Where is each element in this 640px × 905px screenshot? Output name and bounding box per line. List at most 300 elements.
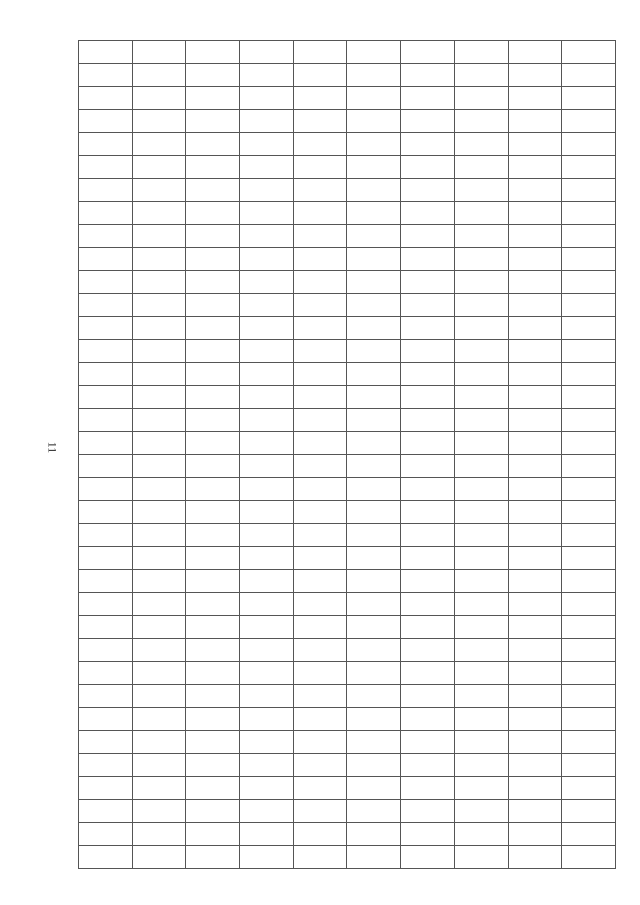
table-cell bbox=[562, 662, 616, 685]
table-cell bbox=[186, 754, 240, 777]
table-cell bbox=[562, 708, 616, 731]
table-cell bbox=[79, 455, 133, 478]
table-cell bbox=[347, 547, 401, 570]
table-cell bbox=[401, 800, 455, 823]
table-cell bbox=[79, 570, 133, 593]
table-cell bbox=[401, 570, 455, 593]
table-row bbox=[79, 87, 616, 110]
table-cell bbox=[186, 133, 240, 156]
table-cell bbox=[454, 501, 508, 524]
table-cell bbox=[186, 455, 240, 478]
table-cell bbox=[240, 547, 294, 570]
table-cell bbox=[132, 202, 186, 225]
table-cell bbox=[401, 179, 455, 202]
table-cell bbox=[508, 133, 562, 156]
table-cell bbox=[508, 662, 562, 685]
table-cell bbox=[454, 685, 508, 708]
table-cell bbox=[79, 501, 133, 524]
table-cell bbox=[508, 156, 562, 179]
table-cell bbox=[454, 708, 508, 731]
table-cell bbox=[240, 41, 294, 64]
table-cell bbox=[132, 64, 186, 87]
table-cell bbox=[132, 294, 186, 317]
table-cell bbox=[132, 248, 186, 271]
table-cell bbox=[401, 593, 455, 616]
table-row bbox=[79, 662, 616, 685]
table-cell bbox=[401, 616, 455, 639]
table-cell bbox=[347, 133, 401, 156]
table-row bbox=[79, 340, 616, 363]
table-cell bbox=[454, 570, 508, 593]
table-cell bbox=[347, 248, 401, 271]
table-cell bbox=[293, 616, 347, 639]
table-cell bbox=[186, 708, 240, 731]
table-cell bbox=[132, 777, 186, 800]
table-row bbox=[79, 823, 616, 846]
table-cell bbox=[454, 478, 508, 501]
table-cell bbox=[401, 777, 455, 800]
table-cell bbox=[401, 294, 455, 317]
table-cell bbox=[347, 317, 401, 340]
table-cell bbox=[79, 823, 133, 846]
table-cell bbox=[562, 87, 616, 110]
table-cell bbox=[132, 524, 186, 547]
table-cell bbox=[79, 800, 133, 823]
table-cell bbox=[79, 524, 133, 547]
table-cell bbox=[240, 662, 294, 685]
table-cell bbox=[186, 616, 240, 639]
table-cell bbox=[240, 731, 294, 754]
table-cell bbox=[401, 478, 455, 501]
table-cell bbox=[132, 501, 186, 524]
table-cell bbox=[454, 386, 508, 409]
table-cell bbox=[347, 110, 401, 133]
table-cell bbox=[401, 64, 455, 87]
table-cell bbox=[454, 616, 508, 639]
table-cell bbox=[508, 225, 562, 248]
table-cell bbox=[562, 455, 616, 478]
table-cell bbox=[454, 87, 508, 110]
table-cell bbox=[508, 823, 562, 846]
table-cell bbox=[79, 478, 133, 501]
table-row bbox=[79, 271, 616, 294]
table-row bbox=[79, 777, 616, 800]
table-cell bbox=[79, 593, 133, 616]
table-cell bbox=[132, 823, 186, 846]
table-cell bbox=[132, 455, 186, 478]
table-cell bbox=[401, 547, 455, 570]
table-cell bbox=[293, 409, 347, 432]
table-cell bbox=[454, 547, 508, 570]
table-cell bbox=[79, 777, 133, 800]
table-cell bbox=[508, 501, 562, 524]
table-cell bbox=[240, 409, 294, 432]
table-cell bbox=[454, 133, 508, 156]
table-cell bbox=[240, 156, 294, 179]
table-cell bbox=[186, 110, 240, 133]
table-cell bbox=[186, 662, 240, 685]
table-row bbox=[79, 547, 616, 570]
table-cell bbox=[562, 731, 616, 754]
table-cell bbox=[79, 340, 133, 363]
table-cell bbox=[562, 685, 616, 708]
table-cell bbox=[347, 363, 401, 386]
table-cell bbox=[562, 133, 616, 156]
table-cell bbox=[293, 685, 347, 708]
table-cell bbox=[240, 386, 294, 409]
table-cell bbox=[186, 202, 240, 225]
table-cell bbox=[562, 64, 616, 87]
table-cell bbox=[508, 524, 562, 547]
table-row bbox=[79, 570, 616, 593]
table-cell bbox=[562, 777, 616, 800]
table-cell bbox=[79, 133, 133, 156]
table-cell bbox=[186, 294, 240, 317]
table-cell bbox=[401, 317, 455, 340]
table-cell bbox=[79, 432, 133, 455]
table-cell bbox=[347, 846, 401, 869]
table-cell bbox=[401, 41, 455, 64]
table-cell bbox=[508, 386, 562, 409]
table-cell bbox=[132, 593, 186, 616]
table-cell bbox=[508, 777, 562, 800]
table-cell bbox=[132, 340, 186, 363]
table-cell bbox=[562, 846, 616, 869]
table-cell bbox=[454, 455, 508, 478]
table-cell bbox=[347, 754, 401, 777]
table-cell bbox=[293, 455, 347, 478]
table-row bbox=[79, 110, 616, 133]
table-cell bbox=[240, 455, 294, 478]
table-cell bbox=[293, 156, 347, 179]
table-cell bbox=[186, 432, 240, 455]
table-cell bbox=[508, 340, 562, 363]
table-cell bbox=[79, 225, 133, 248]
table-cell bbox=[293, 823, 347, 846]
table-cell bbox=[132, 156, 186, 179]
table-row bbox=[79, 133, 616, 156]
table-cell bbox=[562, 616, 616, 639]
table-cell bbox=[562, 110, 616, 133]
table-cell bbox=[186, 777, 240, 800]
table-row bbox=[79, 317, 616, 340]
table-cell bbox=[240, 64, 294, 87]
table-cell bbox=[454, 639, 508, 662]
table-cell bbox=[454, 363, 508, 386]
table-cell bbox=[508, 363, 562, 386]
table-cell bbox=[562, 386, 616, 409]
table-cell bbox=[347, 179, 401, 202]
table-cell bbox=[562, 478, 616, 501]
table-cell bbox=[79, 179, 133, 202]
table-cell bbox=[347, 777, 401, 800]
table-cell bbox=[186, 386, 240, 409]
table-cell bbox=[562, 202, 616, 225]
table-cell bbox=[508, 87, 562, 110]
table-cell bbox=[132, 409, 186, 432]
table-row bbox=[79, 225, 616, 248]
table-row bbox=[79, 179, 616, 202]
table-row bbox=[79, 202, 616, 225]
table-cell bbox=[79, 156, 133, 179]
table-cell bbox=[454, 225, 508, 248]
table-cell bbox=[401, 202, 455, 225]
table-cell bbox=[132, 685, 186, 708]
table-cell bbox=[186, 547, 240, 570]
table-cell bbox=[508, 248, 562, 271]
table-cell bbox=[401, 225, 455, 248]
table-cell bbox=[240, 524, 294, 547]
table-cell bbox=[240, 639, 294, 662]
table-cell bbox=[401, 133, 455, 156]
table-row bbox=[79, 478, 616, 501]
table-cell bbox=[79, 846, 133, 869]
table-cell bbox=[293, 110, 347, 133]
table-row bbox=[79, 294, 616, 317]
table-cell bbox=[508, 455, 562, 478]
table-cell bbox=[508, 41, 562, 64]
table-cell bbox=[401, 524, 455, 547]
table-cell bbox=[508, 708, 562, 731]
table-cell bbox=[132, 708, 186, 731]
table-cell bbox=[132, 41, 186, 64]
table-cell bbox=[293, 271, 347, 294]
table-row bbox=[79, 731, 616, 754]
table-cell bbox=[240, 823, 294, 846]
table-cell bbox=[79, 248, 133, 271]
table-cell bbox=[293, 202, 347, 225]
table-cell bbox=[454, 409, 508, 432]
table-row bbox=[79, 363, 616, 386]
table-row bbox=[79, 248, 616, 271]
table-cell bbox=[454, 754, 508, 777]
table-cell bbox=[401, 110, 455, 133]
table-cell bbox=[347, 478, 401, 501]
table-cell bbox=[508, 478, 562, 501]
table-cell bbox=[186, 248, 240, 271]
table-cell bbox=[347, 639, 401, 662]
table-cell bbox=[79, 386, 133, 409]
table-cell bbox=[347, 524, 401, 547]
table-cell bbox=[347, 409, 401, 432]
table-cell bbox=[240, 501, 294, 524]
table-cell bbox=[79, 685, 133, 708]
table-cell bbox=[79, 294, 133, 317]
table-cell bbox=[562, 547, 616, 570]
table-cell bbox=[293, 294, 347, 317]
table-cell bbox=[293, 317, 347, 340]
table-cell bbox=[562, 156, 616, 179]
table-cell bbox=[293, 639, 347, 662]
table-cell bbox=[562, 340, 616, 363]
table-cell bbox=[240, 432, 294, 455]
table-cell bbox=[186, 156, 240, 179]
table-row bbox=[79, 41, 616, 64]
table-cell bbox=[508, 593, 562, 616]
table-cell bbox=[454, 823, 508, 846]
table-cell bbox=[347, 708, 401, 731]
table-cell bbox=[240, 478, 294, 501]
table-row bbox=[79, 432, 616, 455]
table-cell bbox=[186, 570, 240, 593]
table-cell bbox=[79, 731, 133, 754]
table-cell bbox=[562, 593, 616, 616]
table-cell bbox=[454, 432, 508, 455]
table-cell bbox=[132, 87, 186, 110]
table-cell bbox=[347, 271, 401, 294]
table-cell bbox=[347, 823, 401, 846]
table-cell bbox=[186, 41, 240, 64]
table-cell bbox=[186, 317, 240, 340]
table-cell bbox=[132, 386, 186, 409]
table-body bbox=[79, 41, 616, 869]
table-cell bbox=[454, 777, 508, 800]
table-cell bbox=[347, 294, 401, 317]
table-cell bbox=[401, 754, 455, 777]
table-cell bbox=[79, 363, 133, 386]
table-cell bbox=[508, 202, 562, 225]
table-cell bbox=[293, 133, 347, 156]
table-cell bbox=[454, 524, 508, 547]
table-row bbox=[79, 754, 616, 777]
table-cell bbox=[240, 225, 294, 248]
table-cell bbox=[347, 593, 401, 616]
table-cell bbox=[347, 225, 401, 248]
table-cell bbox=[454, 271, 508, 294]
table-cell bbox=[132, 363, 186, 386]
table-cell bbox=[401, 432, 455, 455]
table-row bbox=[79, 593, 616, 616]
table-cell bbox=[132, 478, 186, 501]
table-cell bbox=[347, 731, 401, 754]
table-cell bbox=[562, 317, 616, 340]
table-cell bbox=[240, 317, 294, 340]
table-cell bbox=[132, 317, 186, 340]
table-cell bbox=[132, 432, 186, 455]
table-row bbox=[79, 846, 616, 869]
table-cell bbox=[401, 340, 455, 363]
table-cell bbox=[508, 432, 562, 455]
table-cell bbox=[347, 156, 401, 179]
table-cell bbox=[401, 409, 455, 432]
table-cell bbox=[454, 294, 508, 317]
table-cell bbox=[186, 823, 240, 846]
table-row bbox=[79, 455, 616, 478]
table-cell bbox=[454, 179, 508, 202]
table-cell bbox=[401, 363, 455, 386]
table-cell bbox=[454, 846, 508, 869]
table-cell bbox=[132, 616, 186, 639]
table-cell bbox=[508, 547, 562, 570]
table-cell bbox=[186, 363, 240, 386]
table-cell bbox=[508, 731, 562, 754]
table-cell bbox=[79, 639, 133, 662]
table-cell bbox=[562, 639, 616, 662]
table-row bbox=[79, 386, 616, 409]
table-cell bbox=[508, 570, 562, 593]
table-cell bbox=[186, 340, 240, 363]
table-cell bbox=[240, 593, 294, 616]
table-cell bbox=[132, 662, 186, 685]
table-cell bbox=[347, 41, 401, 64]
table-cell bbox=[347, 616, 401, 639]
table-cell bbox=[132, 570, 186, 593]
table-cell bbox=[508, 800, 562, 823]
table-cell bbox=[454, 731, 508, 754]
table-cell bbox=[454, 340, 508, 363]
table-cell bbox=[186, 731, 240, 754]
table-cell bbox=[293, 432, 347, 455]
table-cell bbox=[401, 823, 455, 846]
table-cell bbox=[401, 501, 455, 524]
table-cell bbox=[132, 133, 186, 156]
table-cell bbox=[79, 409, 133, 432]
table-cell bbox=[454, 110, 508, 133]
table-cell bbox=[401, 846, 455, 869]
table-cell bbox=[454, 248, 508, 271]
table-cell bbox=[454, 41, 508, 64]
table-cell bbox=[347, 386, 401, 409]
table-cell bbox=[240, 777, 294, 800]
table-cell bbox=[240, 87, 294, 110]
table-cell bbox=[347, 570, 401, 593]
table-cell bbox=[401, 708, 455, 731]
table-row bbox=[79, 800, 616, 823]
table-cell bbox=[293, 41, 347, 64]
table-cell bbox=[132, 731, 186, 754]
rotated-table-area bbox=[78, 40, 616, 869]
table-cell bbox=[401, 662, 455, 685]
table-cell bbox=[347, 662, 401, 685]
table-row bbox=[79, 64, 616, 87]
table-cell bbox=[454, 662, 508, 685]
table-row bbox=[79, 156, 616, 179]
table-cell bbox=[454, 800, 508, 823]
table-cell bbox=[186, 87, 240, 110]
table-cell bbox=[79, 87, 133, 110]
table-cell bbox=[508, 294, 562, 317]
table-cell bbox=[562, 41, 616, 64]
table-cell bbox=[293, 708, 347, 731]
table-cell bbox=[293, 179, 347, 202]
table-cell bbox=[347, 64, 401, 87]
table-cell bbox=[347, 501, 401, 524]
table-cell bbox=[508, 271, 562, 294]
table-cell bbox=[293, 754, 347, 777]
table-cell bbox=[293, 777, 347, 800]
table-cell bbox=[79, 708, 133, 731]
table-cell bbox=[562, 179, 616, 202]
table-cell bbox=[562, 524, 616, 547]
table-cell bbox=[293, 501, 347, 524]
table-cell bbox=[186, 478, 240, 501]
table-cell bbox=[132, 547, 186, 570]
data-table bbox=[78, 40, 616, 869]
table-cell bbox=[240, 570, 294, 593]
table-cell bbox=[508, 64, 562, 87]
table-cell bbox=[347, 340, 401, 363]
table-cell bbox=[240, 248, 294, 271]
table-cell bbox=[508, 110, 562, 133]
table-cell bbox=[132, 639, 186, 662]
table-cell bbox=[132, 179, 186, 202]
table-cell bbox=[240, 202, 294, 225]
table-cell bbox=[240, 110, 294, 133]
table-cell bbox=[240, 800, 294, 823]
table-cell bbox=[240, 271, 294, 294]
table-cell bbox=[293, 340, 347, 363]
table-cell bbox=[186, 524, 240, 547]
